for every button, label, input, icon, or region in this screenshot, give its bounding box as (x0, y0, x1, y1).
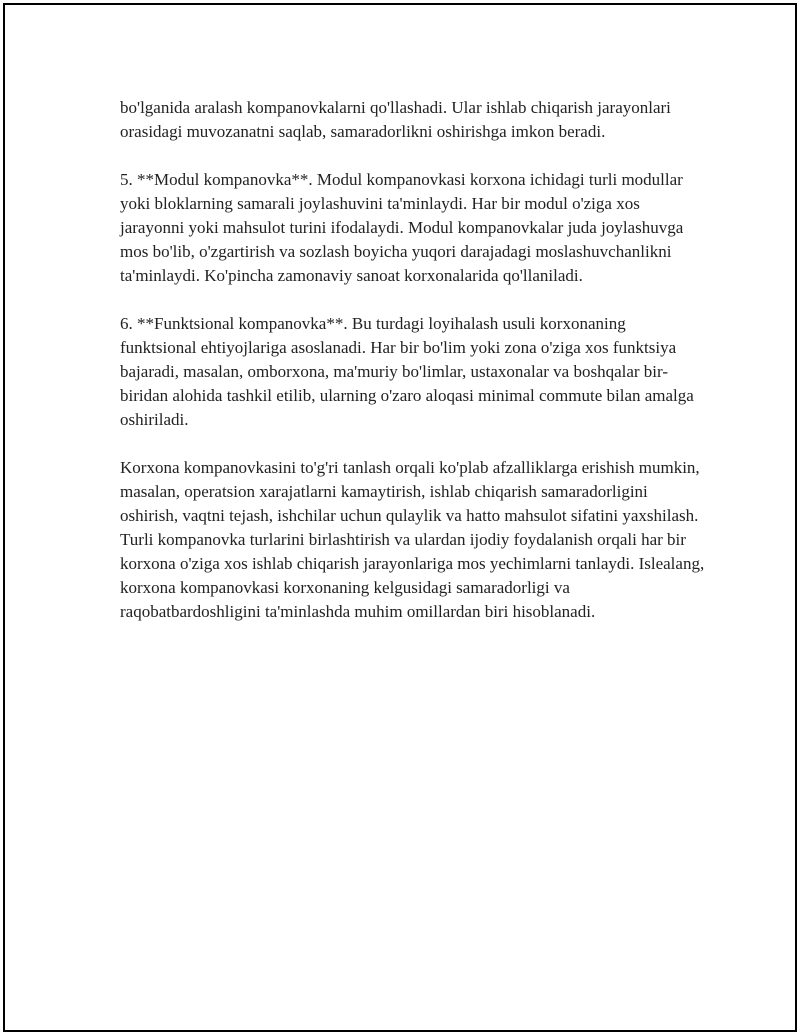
paragraph-continuation: bo'lganida aralash kompanovkalarni qo'llashadi. Ular ishlab chiqarish jarayonlari orasidagi muvozanatni saqlab, samaradorlikni oshirishga imkon beradi. (120, 98, 671, 141)
page-frame (3, 3, 797, 1032)
paragraph-conclusion: Korxona kompanovkasini to'g'ri tanlash orqali ko'plab afzalliklarga erishish mumkin, masalan, operatsion xarajatlarni kamaytirish, ishlab chiqarish samaradorligini oshirish, vaqtni tejash, ishchilar uchun qulaylik va hatto mahsulot sifatini yaxshilash. Turli kompanovka turlarini birlashtirish va ulardan ijodiy foydalanish orqali har bir korxona o'ziga xos ishlab chiqarish jarayonlariga mos yechimlarni tanlaydi. Islealang, korxona kompanovkasi korxonaning kelgusidagi samaradorligi va raqobatbardoshligini ta'minlashda muhim omillardan biri hisoblanadi. (120, 458, 705, 621)
paragraph-modul-kompanovka: 5. **Modul kompanovka**. Modul kompanovkasi korxona ichidagi turli modullar yoki bloklarning samarali joylashuvini ta'minlaydi. Har bir modul o'ziga xos jarayonni yoki mahsulot turini ifodalaydi. Modul kompanovkalar juda joylashuvga mos bo'lib, o'zgartirish va sozlash boyicha yuqori darajadagi moslashuvchanlikni ta'minlaydi. Ko'pincha zamonaviy sanoat korxonalarida qo'llaniladi. (120, 170, 684, 285)
document-body (120, 96, 705, 624)
paragraph-funktsional-kompanovka: 6. **Funktsional kompanovka**. Bu turdagi loyihalash usuli korxonaning funktsional ehtiyojlariga asoslanadi. Har bir bo'lim yoki zona o'ziga xos funktsiya bajaradi, masalan, omborxona, ma'muriy bo'limlar, ustaxonalar va boshqalar bir-biridan alohida tashkil etilib, ularning o'zaro aloqasi minimal commute bilan amalga oshiriladi. (120, 314, 694, 429)
